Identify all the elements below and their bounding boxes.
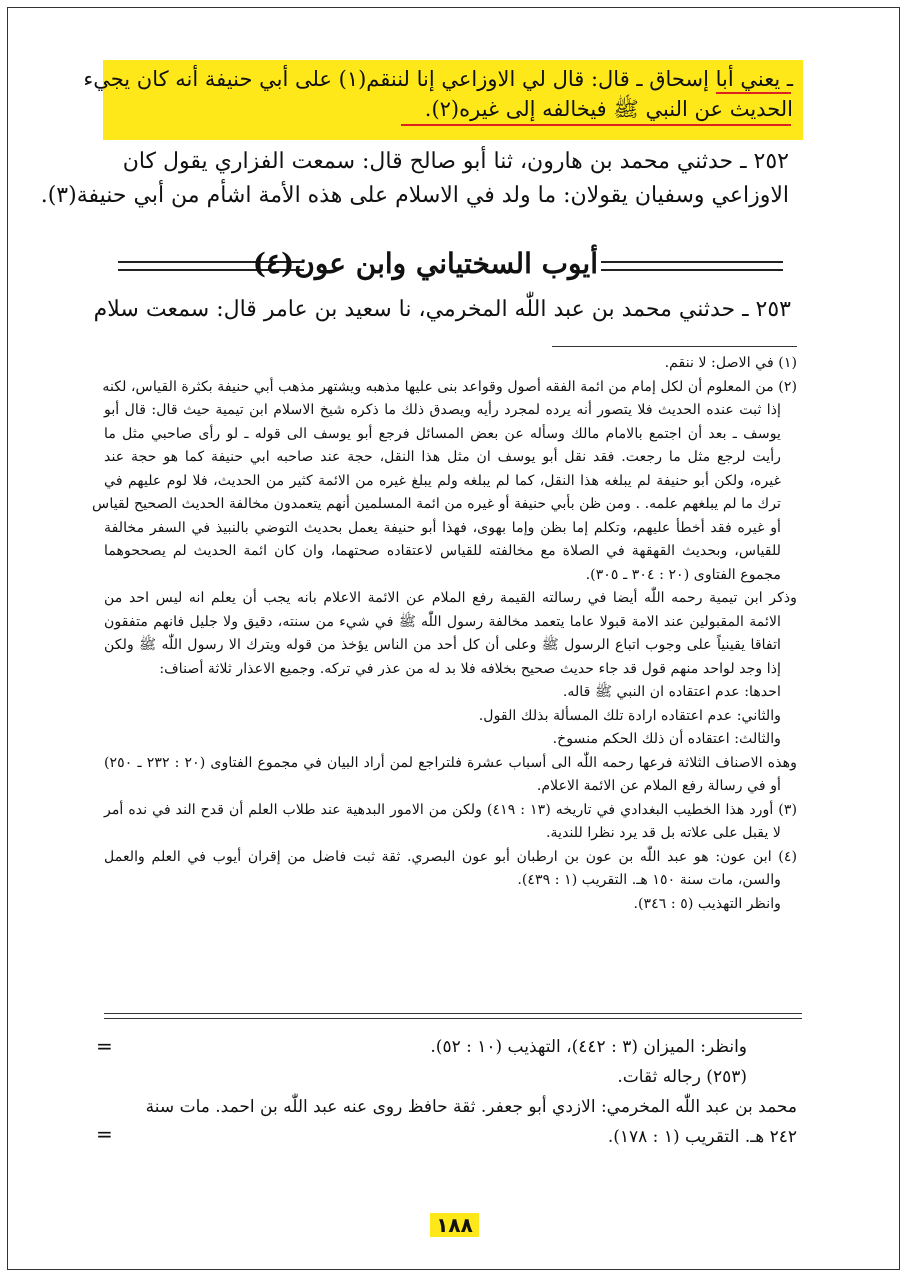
footnote-line: اتفاقا يقينياً على وجوب اتباع الرسول ﷺ وعلى أن كل أحد من الناس يؤخذ من قوله ويترك الا رسول اللّٰه ﷺ ولكن bbox=[104, 637, 781, 653]
footnote-line: وهذه الاصناف الثلاثة فرعها رحمه اللّٰه الى أسباب عشرة فلتراجع لمن أراد البيان في مجموع الفتاوى (٢٠ : ٢٣٢ ـ ٢٥٠) bbox=[104, 754, 797, 771]
continuation-mark-1: = bbox=[96, 1034, 113, 1058]
heading-rule-right bbox=[601, 261, 783, 271]
footnote-line: رأيت لرجع مثل ما رجعت. فقد نقل أبو يوسف ان مثل هذا النقل، حجة عند صاحبه ابي حنيفة كما هو حجة عند bbox=[104, 449, 781, 465]
footnote-line: والثالث: اعتقاده أن ذلك الحكم منسوخ. bbox=[552, 731, 781, 747]
footnote-line: والسن، مات سنة ١٥٠ هـ. التقريب (١ : ٤٣٩). bbox=[517, 872, 781, 888]
footnote-line: إذا ثبت عنده الحديث فلا يتصور أنه يرده لمجرد رأيه ويصدق ذلك ما ذكره شيخ الاسلام ابن تيمية حيث قال: قال أبو bbox=[104, 402, 781, 418]
footnote-line: وانظر التهذيب (٥ : ٣٤٦). bbox=[633, 895, 781, 912]
narration-253: ٢٥٣ ـ حدثني محمد بن عبد اللّٰه المخرمي، نا سعيد بن عامر قال: سمعت سلام bbox=[93, 297, 791, 322]
bottom-note-line: وانظر: الميزان (٣ : ٤٤٢)، التهذيب (١٠ : ٥٢). bbox=[430, 1037, 747, 1057]
red-underline-1 bbox=[716, 92, 791, 94]
highlighted-line-1: ـ يعني أبا إسحاق ـ قال: قال لي الاوزاعي إنا لننقم(١) على أبي حنيفة أنه كان يجيء bbox=[83, 67, 793, 91]
footnote-line: يوسف ـ بعد أن اجتمع بالامام مالك وسأله عن بعض المسائل فرجع أبو يوسف الى قوله ـ لو رأى صاحبي مثل ما bbox=[104, 425, 781, 442]
footnote-double-rule bbox=[104, 1013, 802, 1019]
bottom-note-line: محمد بن عبد اللّٰه المخرمي: الازدي أبو جعفر. ثقة حافظ روى عنه عبد اللّٰه بن احمد. مات سنة bbox=[145, 1097, 797, 1117]
red-underline-2 bbox=[401, 124, 791, 126]
section-heading bbox=[118, 246, 783, 286]
footnote-line: لا يقبل على علاته بل قد يرد نظرا للندية. bbox=[546, 825, 781, 841]
footnote-line: إذا وجد لواحد منهم قول قد جاء حديث صحيح بخلافه فلا بد له من عذر في تركه. وجميع الاعذار ثلاثة أصناف: bbox=[159, 660, 781, 677]
footnote-line: الائمة المقبولين عند الامة قبولا عاما يتعمد مخالفة رسول اللّٰه ﷺ في شيء من سنته، دقيق ولا جليل فانهم متفقون bbox=[104, 613, 781, 630]
footnote-line: أو في رسالة رفع الملام عن الائمة الاعلام. bbox=[536, 778, 781, 794]
footnote-separator bbox=[552, 346, 797, 347]
footnote-line: احدها: عدم اعتقاده ان النبي ﷺ قاله. bbox=[562, 684, 781, 700]
footnote-line: غيره، ولكن أبو حنيفة لم يبلغه هذا النقل، كما لم يبلغه ولم يبلغ غيره من الائمة كثير من الحديث، فلا لوم عليهم في bbox=[104, 472, 781, 489]
highlighted-passage bbox=[83, 60, 803, 140]
footnotes bbox=[92, 352, 797, 916]
narration-252-line-2: الاوزاعي وسفيان يقولان: ما ولد في الاسلام على هذه الأمة اشأم من أبي حنيفة(٣). bbox=[40, 183, 789, 208]
footnote-line: (٤) ابن عون: هو عبد اللّٰه بن عون بن ارطبان أبو عون البصري. ثقة ثبت فاضل من إقران أيوب في العلم والعمل bbox=[104, 848, 797, 865]
footnote-line: والثاني: عدم اعتقاده ارادة تلك المسألة بذلك القول. bbox=[478, 707, 781, 724]
footnote-line: (٢) من المعلوم أن لكل إمام من ائمة الفقه أصول وقواعد بنى عليها مذهبه ويشتهر مذهب أبي حنيفة بكثرة القياس، لكنه bbox=[102, 378, 797, 395]
footnote-line: أو غيره فقد أخطأ عليهم، وتكلم إما بظن وإما بهوى، فهذا أبو حنيفة يعمل بحديث التوضي بالنبيذ في السفر مخالفة bbox=[104, 519, 781, 536]
section-heading-title: أيوب السختياني وابن عون(٤) bbox=[252, 247, 598, 280]
footnote-line: ترك ما لم يبلغهم علمه. . ومن ظن بأبي حنيفة أو غيره من ائمة المسلمين أنهم يتعمدون مخالفة الحديث الصحيح لقياس bbox=[92, 496, 781, 512]
continuation-mark-2: = bbox=[96, 1122, 113, 1146]
bottom-note-line: (٢٥٣) رجاله ثقات. bbox=[617, 1067, 747, 1087]
narration-252-line-1: ٢٥٢ ـ حدثني محمد بن هارون، ثنا أبو صالح قال: سمعت الفزاري يقول كان bbox=[122, 149, 789, 174]
page-number bbox=[0, 1213, 909, 1237]
page-number-label: ١٨٨ bbox=[430, 1213, 479, 1237]
footnote-line: (١) في الاصل: لا ننقم. bbox=[664, 355, 797, 371]
highlighted-line-2: الحديث عن النبي ﷺ فيخالفه إلى غيره(٢). bbox=[424, 97, 793, 121]
footnote-line: وذكر ابن تيمية رحمه اللّٰه أيضا في رسالته القيمة رفع الملام عن الائمة الاعلام بانه يجب أن يعلم انه ليس احد من bbox=[104, 590, 797, 606]
footnote-line: مجموع الفتاوى (٢٠ : ٣٠٤ ـ ٣٠٥). bbox=[585, 566, 781, 583]
footnote-line: (٣) أورد هذا الخطيب البغدادي في تاريخه (١٣ : ٤١٩) ولكن من الامور البدهية عند طلاب العلم أن قدح الند في نده أمر bbox=[104, 801, 797, 818]
bottom-note-line: ٢٤٢ هـ. التقريب (١ : ١٧٨). bbox=[607, 1127, 797, 1147]
footnote-line: للقياس، وبحديث القهقهة في الصلاة مع مخالفته للقياس لاعتقاده صحتهما، وان كان ائمة الحديث لم يصححوهما bbox=[104, 543, 781, 559]
bottom-notes bbox=[104, 1032, 797, 1152]
